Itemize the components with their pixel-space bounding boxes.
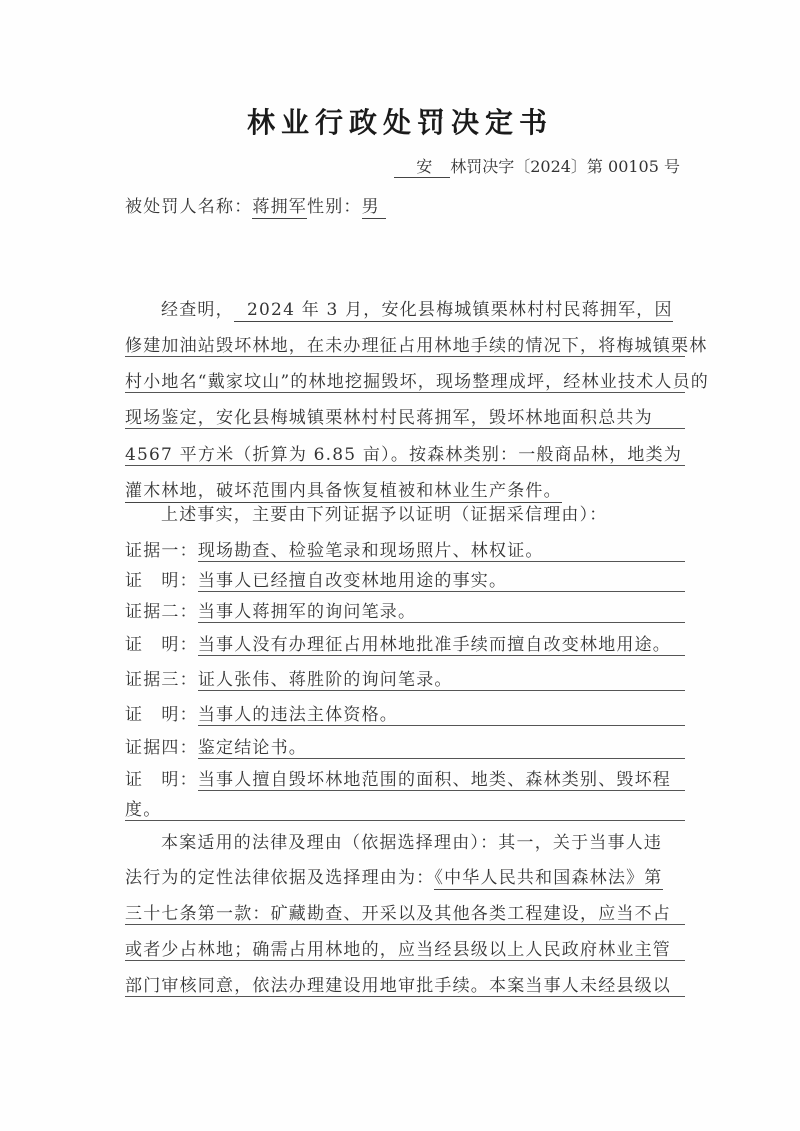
party-line bbox=[125, 192, 685, 217]
party-gender: 男 bbox=[361, 197, 380, 217]
facts-line-5: 4567 平方米（折算为 6.85 亩）。按森林类别：一般商品林，地类为 bbox=[125, 440, 685, 466]
law-line-5: 部门审核同意，依法办理建设用地审批手续。本案当事人未经县级以 bbox=[125, 971, 685, 997]
facts-line-4: 现场鉴定，安化县梅城镇栗林村村民蒋拥军，毁坏林地面积总共为 bbox=[125, 403, 685, 429]
party-name-label: 被处罚人名称： bbox=[125, 197, 253, 217]
document-number-rest: 林罚决字〔2024〕第 00105 号 bbox=[450, 157, 680, 176]
evidence-intro: 上述事实，主要由下列证据予以证明（证据采信理由）： bbox=[161, 505, 608, 525]
evidence-row: 证 明： 当事人没有办理征占用林地批准手续而擅自改变林地用途。 bbox=[125, 630, 685, 656]
facts-line-3: 村小地名“戴家坟山”的林地挖掘毁坏，现场整理成坪，经林业技术人员的 bbox=[125, 367, 685, 393]
document-number bbox=[394, 154, 680, 178]
law-line-3: 三十七条第一款：矿藏勘查、开采以及其他各类工程建设，应当不占 bbox=[125, 899, 685, 925]
evidence-row: 证 明： 当事人已经擅自改变林地用途的事实。 bbox=[125, 566, 685, 592]
party-gender-label: 性别： bbox=[307, 197, 362, 217]
facts-lead: 经查明， bbox=[161, 300, 234, 320]
document-title: 林业行政处罚决定书 bbox=[246, 106, 553, 139]
law-line-2: 法行为的定性法律依据及选择理由为：《中华人民共和国森林法》第 bbox=[125, 868, 663, 888]
evidence-row: 证 明： 当事人擅自毁坏林地范围的面积、地类、森林类别、毁坏程 bbox=[125, 765, 685, 791]
evidence-row: 证据四： 鉴定结论书。 bbox=[125, 733, 685, 759]
law-line-4: 或者少占林地；确需占用林地的，应当经县级以上人民政府林业主管 bbox=[125, 935, 685, 961]
evidence-row: 证据二： 当事人蒋拥军的询问笔录。 bbox=[125, 597, 685, 623]
evidence-row: 证 明： 当事人的违法主体资格。 bbox=[125, 700, 685, 726]
facts-line-6: 灌木林地，破坏范围内具备恢复植被和林业生产条件。 bbox=[125, 481, 562, 501]
document-number-prefix: 安 bbox=[394, 154, 450, 178]
party-name: 蒋拥军 bbox=[252, 197, 308, 217]
evidence-continuation: 度。 bbox=[125, 795, 685, 821]
facts-line-2: 修建加油站毁坏林地，在未办理征占用林地手续的情况下，将梅城镇栗林 bbox=[125, 331, 685, 357]
law-citation: 《中华人民共和国森林法》第 bbox=[434, 868, 663, 888]
facts-text: 2024 年 3 月，安化县梅城镇栗林村村民蒋拥军，因 bbox=[233, 300, 673, 320]
evidence-row: 证据一： 现场勘查、检验笔录和现场照片、林权证。 bbox=[125, 536, 685, 562]
evidence-row: 证据三： 证人张伟、蒋胜阶的询问笔录。 bbox=[125, 665, 685, 691]
law-line-1: 本案适用的法律及理由（依据选择理由）：其一，关于当事人违 bbox=[161, 833, 663, 853]
facts-line-1 bbox=[125, 295, 685, 320]
